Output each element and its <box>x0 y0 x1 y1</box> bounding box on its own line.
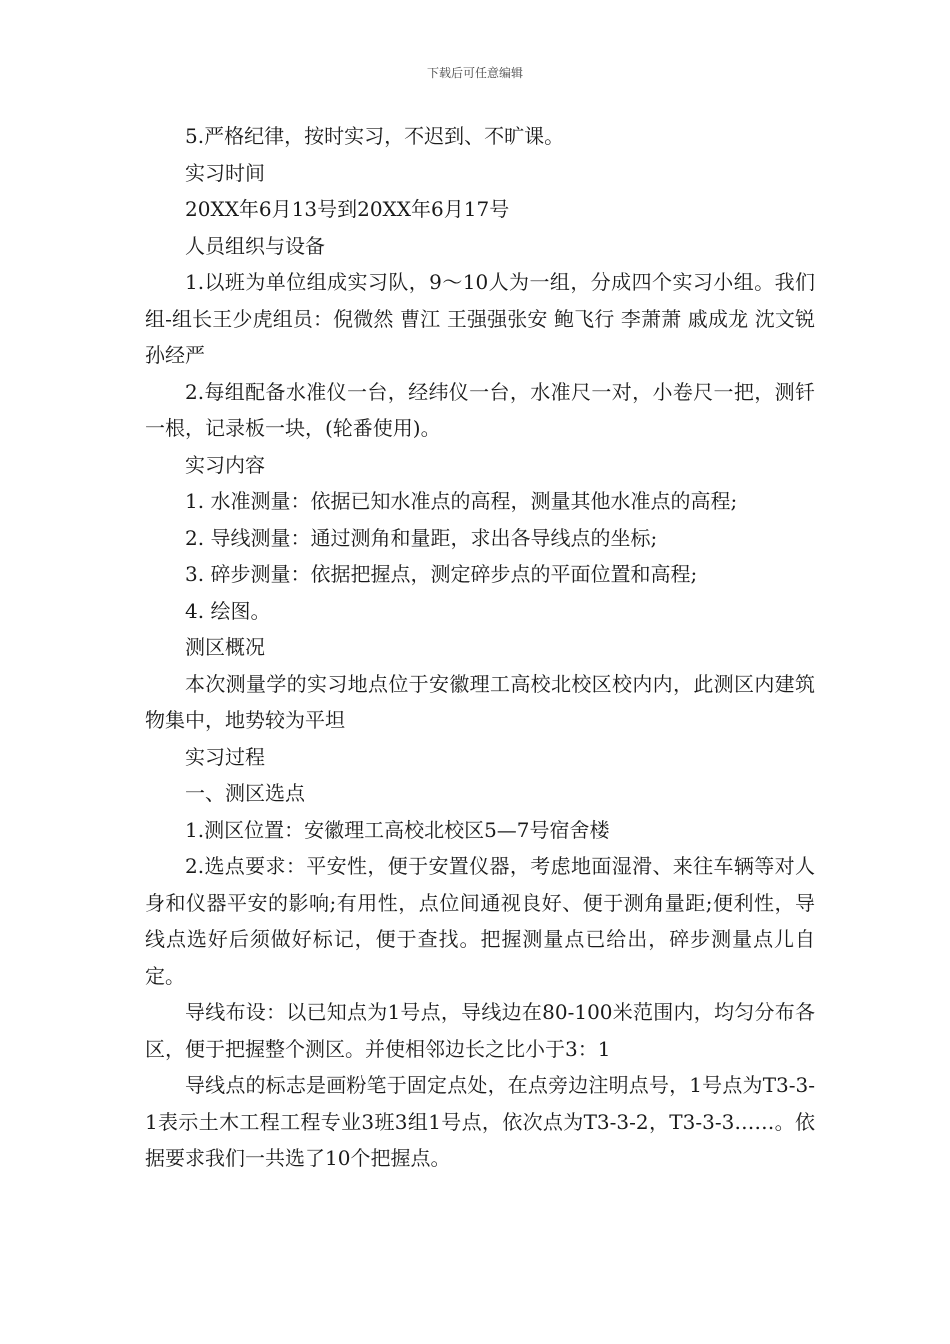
paragraph-area-description: 本次测量学的实习地点位于安徽理工高校北校区校内内，此测区内建筑物集中，地势较为平坦 <box>145 671 815 732</box>
paragraph-detail-survey: 3. 碎步测量：依据把握点，测定碎步点的平面位置和高程; <box>185 562 698 586</box>
paragraph-traverse-layout: 导线布设：以已知点为1号点，导线边在80-100米范围内，均匀分布各区，便于把握整个测区。并使相邻边长之比小于3：1 <box>145 1000 815 1061</box>
paragraph-area-location: 1.测区位置：安徽理工高校北校区5—7号宿舍楼 <box>185 817 610 842</box>
heading-internship-content: 实习内容 <box>185 452 265 477</box>
paragraph-point-marking: 导线点的标志是画粉笔于固定点处，在点旁边注明点号，1号点为T3-3-1表示土木工程工程专业3班3组1号点，依次点为T3-3-2，T3-3-3……。依据要求我们一共选了10个把握点。 <box>145 1073 815 1170</box>
paragraph-drawing: 4. 绘图。 <box>185 598 271 623</box>
paragraph-team-members: 1.以班为单位组成实习队，9～10人为一组，分成四个实习小组。我们组-组长王少虎组员：倪微然 曹江 王强强张安 鲍飞行 李萧萧 戚成龙 沈文锐 孙经严 <box>145 270 815 367</box>
paragraph-traverse: 2. 导线测量：通过测角和量距，求出各导线点的坐标; <box>185 525 658 550</box>
paragraph-equipment: 2.每组配备水准仪一台，经纬仪一台，水准尺一对，小卷尺一把，测钎一根，记录板一块，(轮番使用)。 <box>145 379 815 440</box>
heading-internship-process: 实习过程 <box>185 744 265 769</box>
page-header-note: 下载后可任意编辑 <box>426 66 523 80</box>
heading-survey-area: 测区概况 <box>185 635 265 659</box>
paragraph-dates: 20XX年6月13号到20XX年6月17号 <box>185 197 510 221</box>
paragraph-discipline: 5.严格纪律，按时实习，不迟到、不旷课。 <box>185 124 565 148</box>
heading-personnel-equipment: 人员组织与设备 <box>185 233 325 258</box>
document-body <box>145 118 815 1177</box>
heading-internship-time: 实习时间 <box>185 160 265 185</box>
paragraph-leveling: 1. 水准测量：依据已知水准点的高程，测量其他水准点的高程; <box>185 489 738 513</box>
heading-point-selection: 一、测区选点 <box>185 781 305 805</box>
paragraph-selection-requirements: 2.选点要求：平安性，便于安置仪器，考虑地面湿滑、来往车辆等对人身和仪器平安的影响;有用性，点位间通视良好、便于测角量距;便利性，导线点选好后须做好标记，便于查找。把握测量点已给出，碎步测量点儿自定。 <box>145 854 815 988</box>
